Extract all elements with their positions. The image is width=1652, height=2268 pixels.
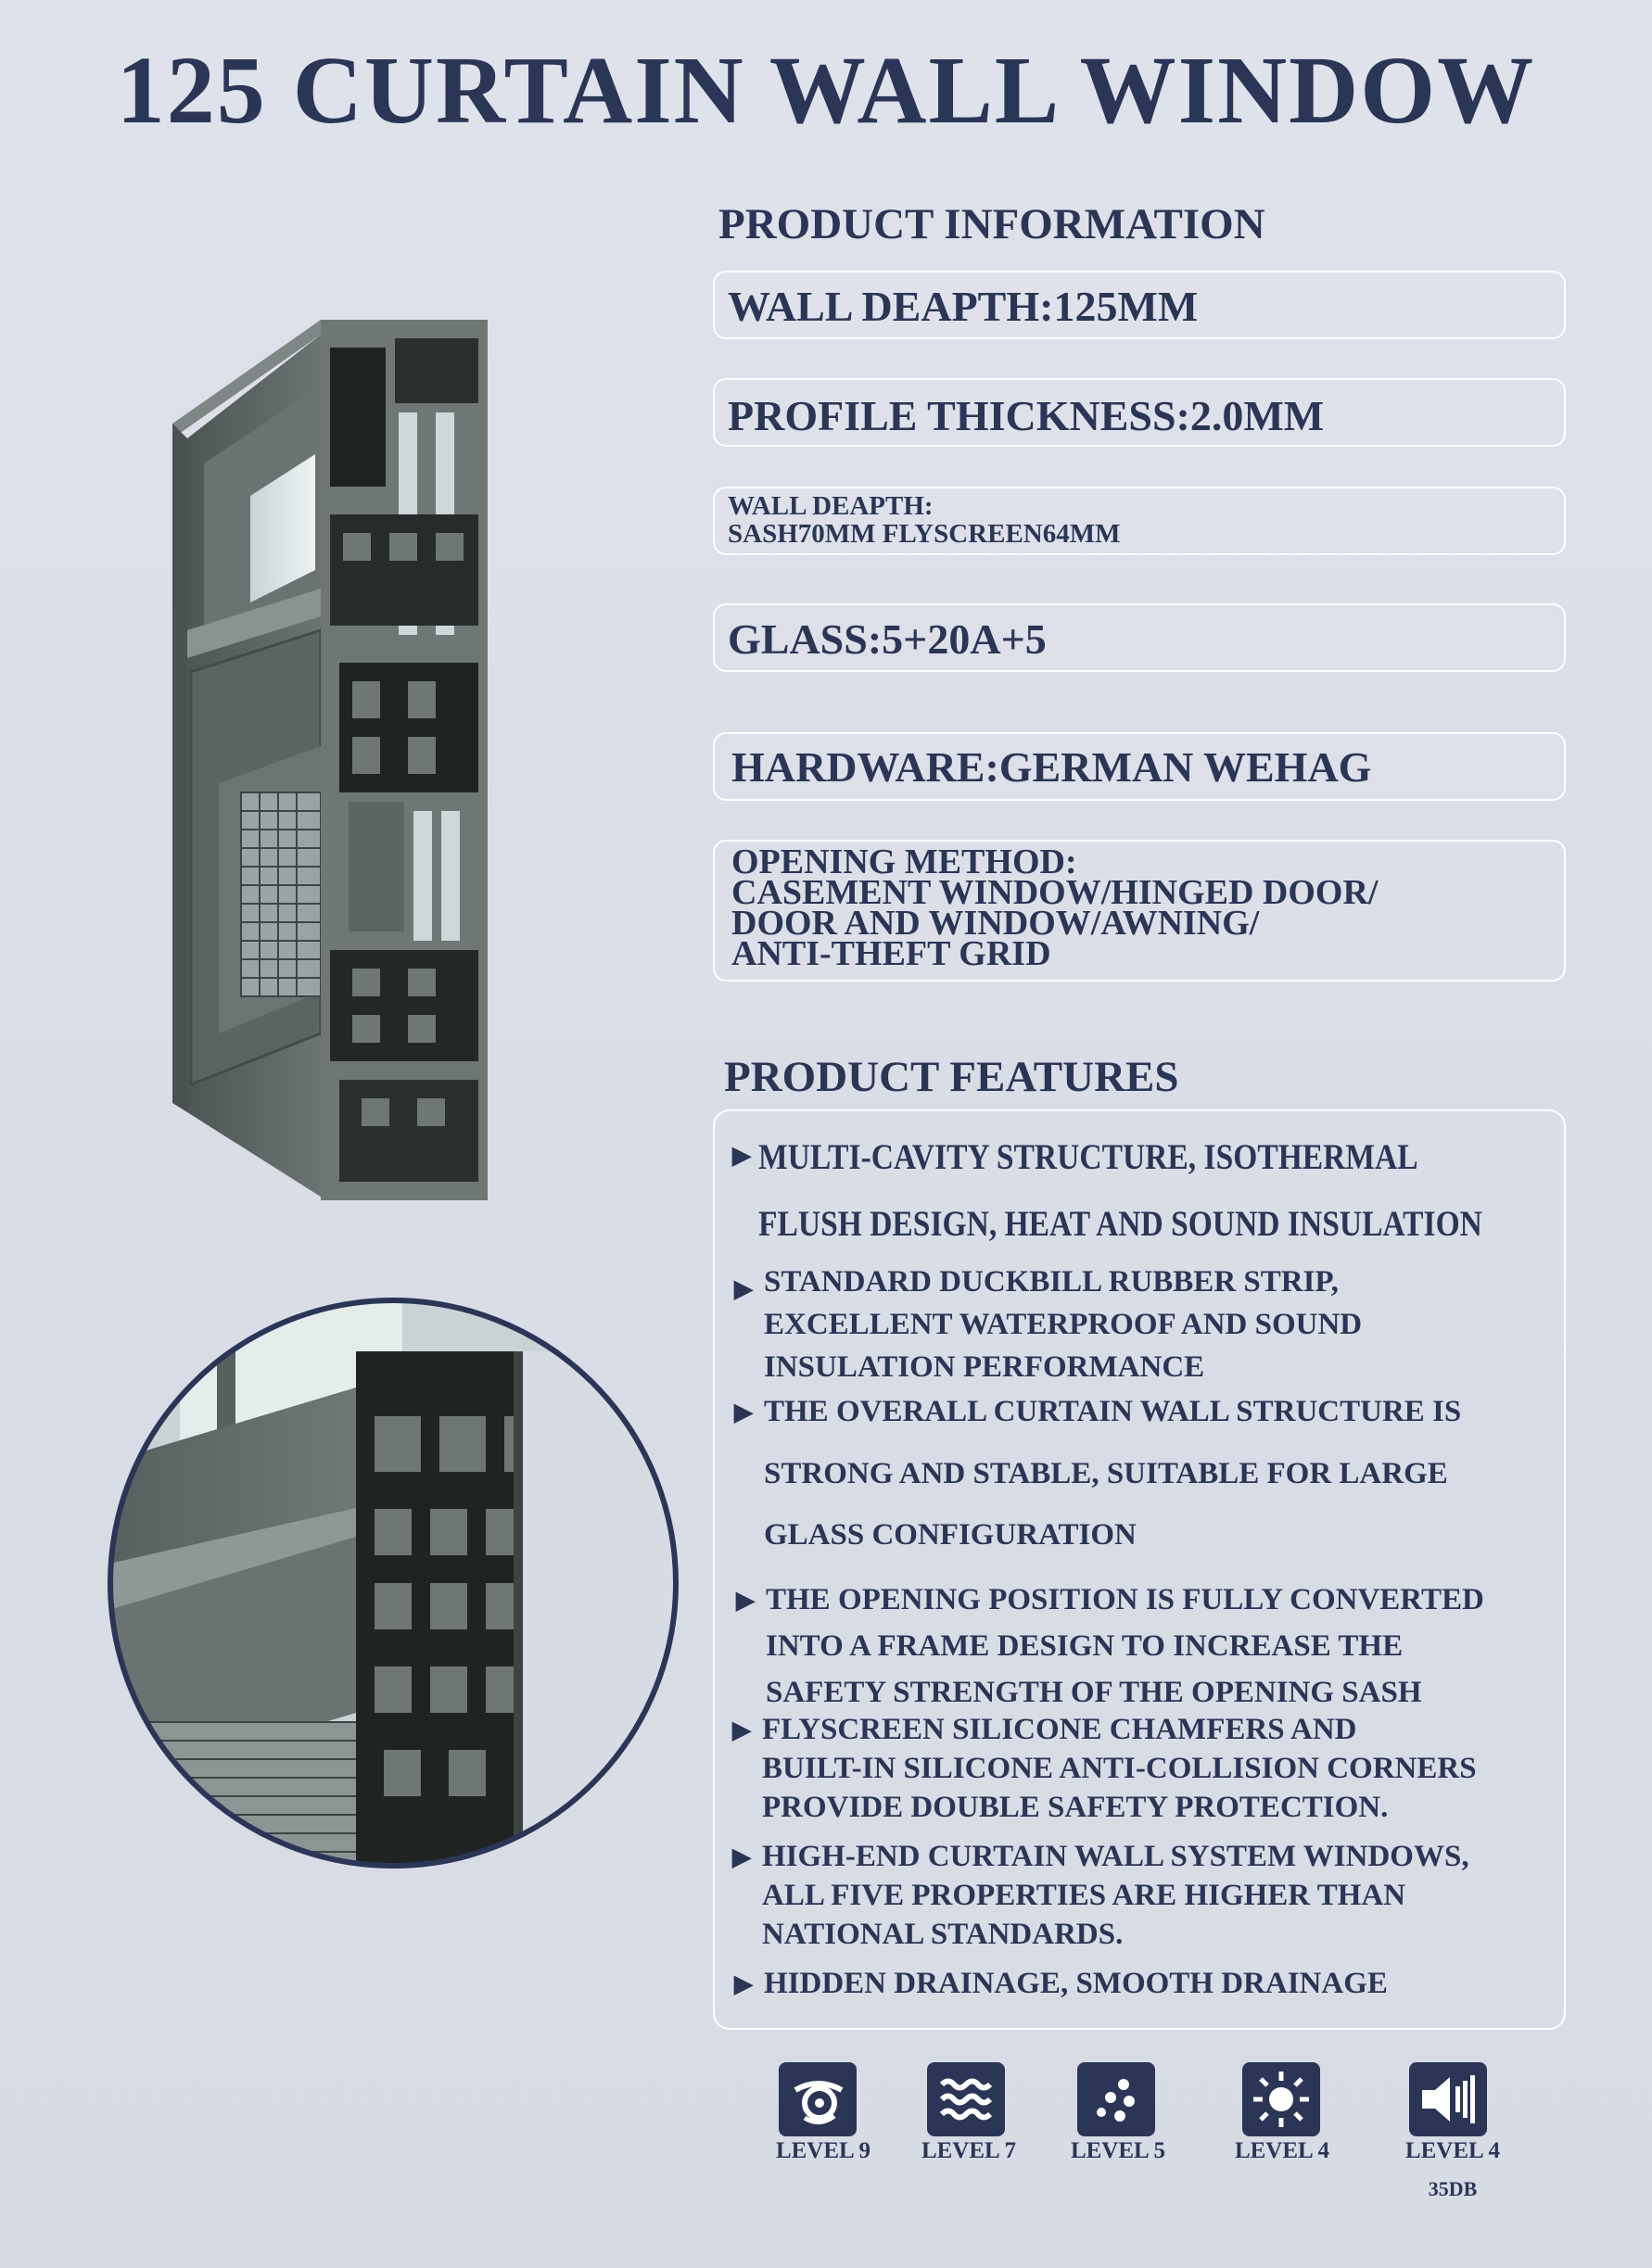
arrow-right-icon: ▶	[732, 1844, 751, 1870]
opening-line-4: ANTI-THEFT GRID	[731, 934, 1051, 973]
feature-6-line-1: HIGH-END CURTAIN WALL SYSTEM WINDOWS,	[762, 1840, 1469, 1873]
feature-4-line-2: INTO A FRAME DESIGN TO INCREASE THE	[766, 1629, 1404, 1663]
feature-4-line-3: SAFETY STRENGTH OF THE OPENING SASH	[766, 1676, 1422, 1709]
opening-line-2: CASEMENT WINDOW/HINGED DOOR/	[731, 873, 1379, 912]
feature-4-line-1: THE OPENING POSITION IS FULLY CONVERTED	[766, 1583, 1484, 1616]
sash-depth-line1: WALL DEAPTH:	[728, 491, 934, 521]
sash-depth-text	[728, 492, 1120, 548]
rating-label-3: LEVEL 5	[1070, 2138, 1166, 2163]
arrow-right-icon: ▶	[734, 1275, 753, 1302]
profile-detail-closeup	[106, 1296, 680, 1870]
hardware-box	[713, 732, 1566, 801]
wall-depth-box	[713, 271, 1566, 339]
product-information-heading: PRODUCT INFORMATION	[718, 200, 1265, 248]
flyscreen-mesh	[241, 792, 321, 996]
wall-depth-text: WALL DEAPTH:125MM	[728, 283, 1199, 330]
glass-text: GLASS:5+20A+5	[728, 615, 1047, 663]
rating-label-5: LEVEL 4	[1404, 2138, 1501, 2163]
feature-5-line-2: BUILT-IN SILICONE ANTI-COLLISION CORNERS	[762, 1752, 1477, 1785]
page-title: 125 CURTAIN WALL WINDOW	[116, 37, 1536, 144]
opening-method-text	[731, 843, 1379, 973]
air-tightness-icon	[1077, 2062, 1155, 2136]
feature-3-line-1: THE OVERALL CURTAIN WALL STRUCTURE IS	[764, 1395, 1462, 1428]
window-profile-illustration	[167, 310, 501, 1237]
sash-depth-line2: SASH70MM FLYSCREEN64MM	[728, 519, 1121, 549]
arrow-right-icon: ▶	[732, 1142, 751, 1169]
rating-label-2: LEVEL 7	[921, 2138, 1017, 2163]
feature-2-line-2: EXCELLENT WATERPROOF AND SOUND	[764, 1308, 1363, 1341]
arrow-right-icon: ▶	[732, 1717, 751, 1743]
rating-label-4: LEVEL 4	[1234, 2138, 1330, 2163]
feature-2-line-3: INSULATION PERFORMANCE	[764, 1350, 1205, 1384]
profile-cross-section	[321, 320, 488, 1200]
feature-5-line-3: PROVIDE DOUBLE SAFETY PROTECTION.	[762, 1791, 1389, 1824]
rating-sub-label-5: 35DB	[1428, 2177, 1478, 2200]
wind-pressure-icon	[779, 2062, 857, 2136]
feature-6-line-2: ALL FIVE PROPERTIES ARE HIGHER THAN	[762, 1879, 1406, 1912]
opening-method-box	[713, 840, 1566, 982]
profile-thickness-text: PROFILE THICKNESS:2.0MM	[728, 392, 1325, 439]
feature-3-line-3: GLASS CONFIGURATION	[764, 1518, 1137, 1552]
feature-6-line-3: NATIONAL STANDARDS.	[762, 1918, 1124, 1951]
arrow-right-icon: ▶	[734, 1970, 753, 1997]
feature-7-line-1: HIDDEN DRAINAGE, SMOOTH DRAINAGE	[764, 1967, 1388, 2000]
product-features-heading: PRODUCT FEATURES	[724, 1053, 1179, 1101]
water-tightness-icon	[927, 2062, 1005, 2136]
rating-label-1: LEVEL 9	[775, 2138, 871, 2163]
feature-3-line-2: STRONG AND STABLE, SUITABLE FOR LARGE	[764, 1457, 1448, 1490]
sash-depth-box	[713, 487, 1566, 555]
thermal-insulation-icon	[1242, 2062, 1320, 2136]
opening-line-1: OPENING METHOD:	[731, 843, 1077, 881]
feature-5-line-1: FLYSCREEN SILICONE CHAMFERS AND	[762, 1713, 1357, 1746]
glass-box	[713, 603, 1566, 672]
feature-1-line-1: MULTI-CAVITY STRUCTURE, ISOTHERMAL	[758, 1137, 1418, 1177]
profile-thickness-box	[713, 378, 1566, 447]
opening-line-3: DOOR AND WINDOW/AWNING/	[731, 904, 1260, 943]
arrow-right-icon: ▶	[736, 1587, 755, 1614]
sound-insulation-icon	[1409, 2062, 1487, 2136]
hardware-text: HARDWARE:GERMAN WEHAG	[731, 743, 1372, 791]
feature-1-line-2: FLUSH DESIGN, HEAT AND SOUND INSULATION	[758, 1204, 1482, 1244]
feature-2-line-1: STANDARD DUCKBILL RUBBER STRIP,	[764, 1265, 1339, 1299]
arrow-right-icon: ▶	[734, 1399, 753, 1425]
